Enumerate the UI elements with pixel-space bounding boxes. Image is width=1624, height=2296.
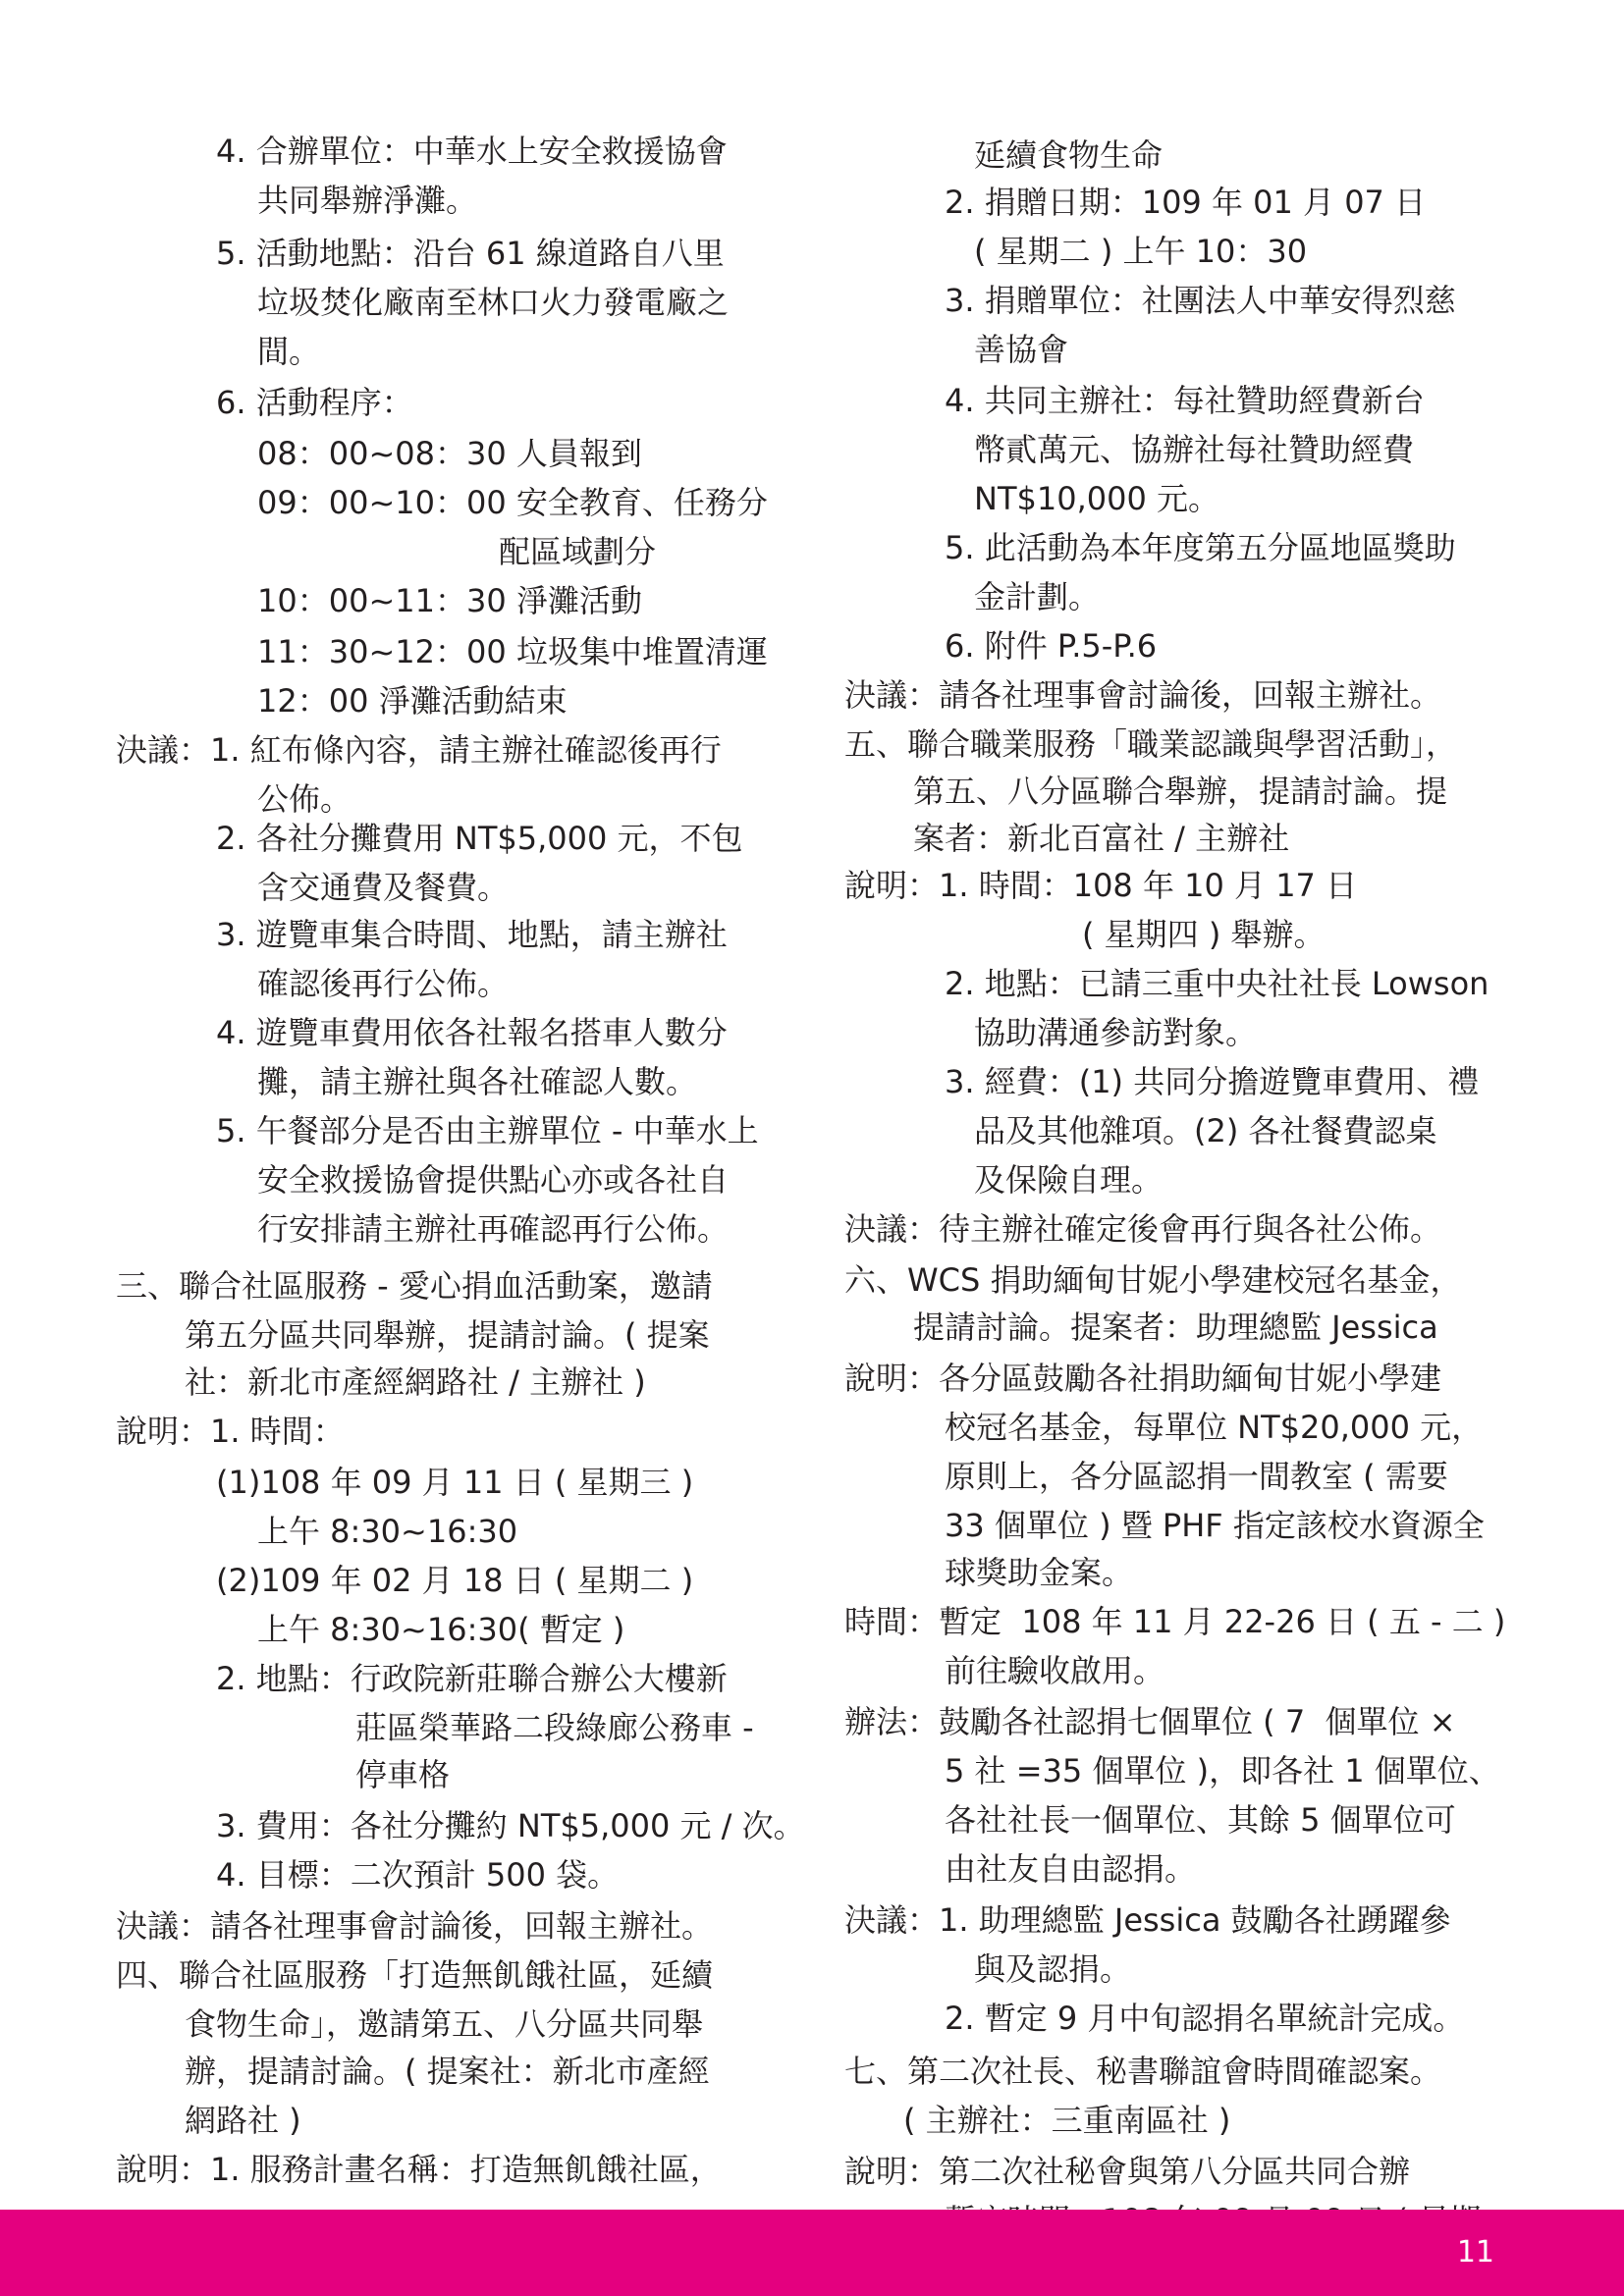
text-line: 辦法：鼓勵各社認捐七個單位 ( 7 個單位 ×: [844, 1703, 1456, 1740]
text-line: 2. 捐贈日期：109 年 01 月 07 日: [945, 184, 1427, 221]
footer-bar: [0, 2210, 1624, 2296]
text-line: 五、聯合職業服務「職業認識與學習活動」，: [844, 725, 1458, 763]
text-line: (2)109 年 02 月 18 日 ( 星期二 ): [216, 1562, 694, 1599]
text-line: 2. 各社分攤費用 NT$5,000 元，不包: [216, 820, 743, 857]
text-line: 案者：新北百富社 / 主辦社: [913, 820, 1290, 857]
text-line: 6. 附件 P.5-P.6: [945, 627, 1158, 665]
text-line: 08：00~08：30 人員報到: [257, 435, 642, 472]
text-line: 校冠名基金，每單位 NT$20,000 元，: [945, 1409, 1484, 1446]
text-line: 三、聯合社區服務 - 愛心捐血活動案，邀請: [116, 1267, 713, 1305]
text-line: 說明：第二次社秘會與第八分區共同合辦: [844, 2153, 1411, 2190]
text-line: 09：00~10：00 安全教育、任務分: [257, 484, 768, 521]
text-line: 時間：暫定 108 年 11 月 22-26 日 ( 五 - 二 ): [844, 1603, 1506, 1640]
text-line: 10：00~11：30 淨灘活動: [257, 582, 642, 619]
text-line: 說明：1. 時間：: [116, 1413, 345, 1450]
text-line: 停車格: [355, 1756, 451, 1793]
text-line: 協助溝通參訪對象。: [974, 1014, 1258, 1051]
text-line: 5. 午餐部分是否由主辦單位 - 中華水上: [216, 1112, 759, 1149]
text-line: 行安排請主辦社再確認再行公佈。: [257, 1210, 730, 1248]
text-line: 社：新北市產經網路社 / 主辦社 ): [185, 1363, 646, 1401]
text-line: 四、聯合社區服務「打造無飢餓社區，延續: [116, 1956, 714, 1994]
text-line: 前往驗收啟用。: [945, 1652, 1165, 1689]
text-line: 第五、八分區聯合舉辦，提請討論。提: [913, 773, 1448, 810]
text-line: NT$10,000 元。: [974, 480, 1219, 517]
text-line: 5. 活動地點：沿台 61 線道路自八里: [216, 235, 725, 272]
text-line: 公佈。: [257, 780, 352, 818]
text-line: 安全救援協會提供點心亦或各社自: [257, 1161, 730, 1199]
text-line: 4. 目標：二次預計 500 袋。: [216, 1856, 620, 1894]
text-line: 2. 暫定 9 月中旬認捐名單統計完成。: [945, 2000, 1465, 2037]
text-line: 33 個單位 ) 暨 PHF 指定該校水資源全: [945, 1507, 1485, 1544]
text-line: 上午 8:30~16:30( 暫定 ): [257, 1611, 625, 1648]
text-line: 2. 地點：行政院新莊聯合辦公大樓新: [216, 1660, 728, 1697]
text-line: 由社友自由認捐。: [945, 1850, 1197, 1888]
text-line: 延續食物生命: [974, 136, 1164, 174]
text-line: 與及認捐。: [974, 1950, 1132, 1988]
text-line: 辦，提請討論。( 提案社：新北市產經: [185, 2053, 710, 2090]
text-line: 4. 合辦單位：中華水上安全救援協會: [216, 133, 728, 170]
text-line: 食物生命」，邀請第五、八分區共同舉: [185, 2005, 704, 2043]
text-line: 網路社 ): [185, 2102, 301, 2139]
text-line: ( 星期二 ) 上午 10：30: [974, 233, 1308, 270]
text-line: 4. 共同主辦社：每社贊助經費新台: [945, 382, 1425, 419]
text-line: 6. 活動程序：: [216, 384, 413, 421]
text-line: 七、第二次社長、秘書聯誼會時間確認案。: [844, 2053, 1442, 2090]
text-line: (1)108 年 09 月 11 日 ( 星期三 ): [216, 1464, 694, 1501]
text-line: 確認後再行公佈。: [257, 965, 510, 1002]
text-line: 垃圾焚化廠南至林口火力發電廠之: [257, 284, 730, 321]
text-line: 含交通費及餐費。: [257, 869, 510, 906]
text-line: 說明：1. 服務計畫名稱：打造無飢餓社區，: [116, 2151, 722, 2188]
page-number: 11: [1456, 2235, 1494, 2269]
text-line: 六、WCS 捐助緬甸甘妮小學建校冠名基金，: [844, 1261, 1462, 1299]
text-line: 第五分區共同舉辦，提請討論。( 提案: [185, 1316, 710, 1354]
text-line: 4. 遊覽車費用依各社報名搭車人數分: [216, 1014, 728, 1051]
text-line: 11：30~12：00 垃圾集中堆置清運: [257, 633, 768, 670]
text-line: 攤，請主辦社與各社確認人數。: [257, 1063, 698, 1100]
text-line: 決議：待主辦社確定後會再行與各社公佈。: [844, 1210, 1442, 1248]
text-line: 決議：請各社理事會討論後，回報主辦社。: [844, 676, 1442, 714]
text-line: 幣貳萬元、協辦社每社贊助經費: [974, 431, 1415, 468]
text-line: 說明：各分區鼓勵各社捐助緬甸甘妮小學建: [844, 1360, 1442, 1397]
text-line: 及保險自理。: [974, 1161, 1164, 1199]
text-line: 提請討論。提案者：助理總監 Jessica: [913, 1308, 1438, 1346]
text-line: 3. 捐贈單位：社團法人中華安得烈慈: [945, 282, 1456, 319]
text-line: 球獎助金案。: [945, 1554, 1134, 1591]
text-line: 金計劃。: [974, 578, 1101, 615]
text-line: 品及其他雜項。(2) 各社餐費認桌: [974, 1112, 1437, 1149]
text-line: ( 主辦社：三重南區社 ): [903, 2102, 1231, 2139]
text-line: 3. 費用：各社分攤約 NT$5,000 元 / 次。: [216, 1807, 805, 1844]
text-line: 2. 地點：已請三重中央社社長 Lowson: [945, 965, 1489, 1002]
text-line: 共同舉辦淨灘。: [257, 182, 478, 219]
text-line: 決議：1. 助理總監 Jessica 鼓勵各社踴躍參: [844, 1901, 1451, 1939]
text-line: 12：00 淨灘活動結束: [257, 682, 568, 720]
text-line: 5 社 =35 個單位 )，即各社 1 個單位、: [945, 1752, 1500, 1789]
text-line: 善協會: [974, 331, 1069, 368]
text-line: 3. 遊覽車集合時間、地點，請主辦社: [216, 916, 728, 953]
text-line: 決議：1. 紅布條內容，請主辦社確認後再行: [116, 731, 722, 769]
text-line: 3. 經費：(1) 共同分擔遊覽車費用、禮: [945, 1063, 1480, 1100]
text-line: ( 星期四 ) 舉辦。: [1082, 916, 1326, 953]
text-line: 說明：1. 時間：108 年 10 月 17 日: [844, 867, 1358, 904]
text-line: 原則上，各分區認捐一間教室 ( 需要: [945, 1458, 1448, 1495]
text-line: 各社社長一個單位、其餘 5 個單位可: [945, 1801, 1456, 1839]
text-line: 5. 此活動為本年度第五分區地區獎助: [945, 529, 1456, 566]
text-line: 上午 8:30~16:30: [257, 1513, 518, 1550]
text-line: 配區域劃分: [499, 533, 657, 570]
text-line: 間。: [257, 333, 321, 370]
text-line: 莊區榮華路二段綠廊公務車 -: [355, 1709, 754, 1746]
text-line: 決議：請各社理事會討論後，回報主辦社。: [116, 1907, 714, 1945]
